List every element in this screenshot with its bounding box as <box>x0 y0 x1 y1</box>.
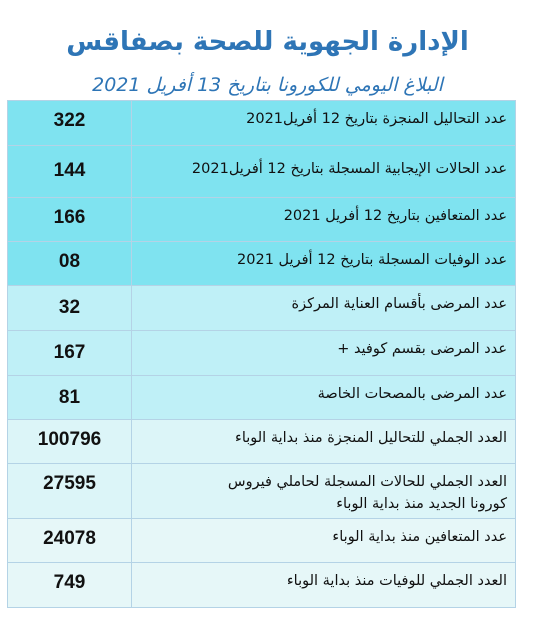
table-row <box>8 563 515 607</box>
row-value: 08 <box>8 242 132 285</box>
row-value: 32 <box>8 286 132 330</box>
row-value: 166 <box>8 198 132 241</box>
table-row <box>8 101 515 146</box>
table-row <box>8 198 515 242</box>
row-value: 144 <box>8 146 132 197</box>
row-value: 167 <box>8 331 132 375</box>
table-row <box>8 519 515 563</box>
row-label: العدد الجملي للوفيات منذ بداية الوباء <box>286 573 507 589</box>
table-row <box>8 286 515 331</box>
row-label: عدد المرضى بأقسام العناية المركزة <box>291 296 507 312</box>
row-value: 27595 <box>8 464 132 518</box>
row-label: عدد المرضى بالمصحات الخاصة <box>317 386 507 402</box>
row-label: عدد المتعافين بتاريخ 12 أفريل 2021 <box>283 208 507 224</box>
page-title: الإدارة الجهوية للصحة بصفاقس <box>66 27 469 57</box>
table-row <box>8 464 515 519</box>
row-label: عدد الوفيات المسجلة بتاريخ 12 أفريل 2021 <box>237 252 507 268</box>
table-row <box>8 331 515 376</box>
page-subtitle: البلاغ اليومي للكورونا بتاريخ 13 أفريل 2021 <box>92 74 443 96</box>
row-label: عدد المتعافين منذ بداية الوباء <box>332 529 507 545</box>
row-value: 100796 <box>8 420 132 463</box>
statistics-table <box>7 100 516 608</box>
row-value: 322 <box>8 101 132 145</box>
row-label: العدد الجملي للتحاليل المنجزة منذ بداية الوباء <box>235 430 507 446</box>
row-value: 81 <box>8 376 132 419</box>
row-label: عدد الحالات الإيجابية المسجلة بتاريخ 12 أفريل2021 <box>191 161 507 177</box>
row-label: العدد الجملي للحالات المسجلة لحاملي فيروس كورونا الجديد منذ بداية الوباء <box>227 474 507 512</box>
row-value: 749 <box>8 563 132 607</box>
row-label: عدد التحاليل المنجزة بتاريخ 12 أفريل2021 <box>246 111 507 127</box>
table-row <box>8 242 515 286</box>
row-label: عدد المرضى بقسم كوفيد + <box>337 341 507 357</box>
table-row <box>8 376 515 420</box>
table-row <box>8 146 515 198</box>
row-value: 24078 <box>8 519 132 562</box>
table-row <box>8 420 515 464</box>
